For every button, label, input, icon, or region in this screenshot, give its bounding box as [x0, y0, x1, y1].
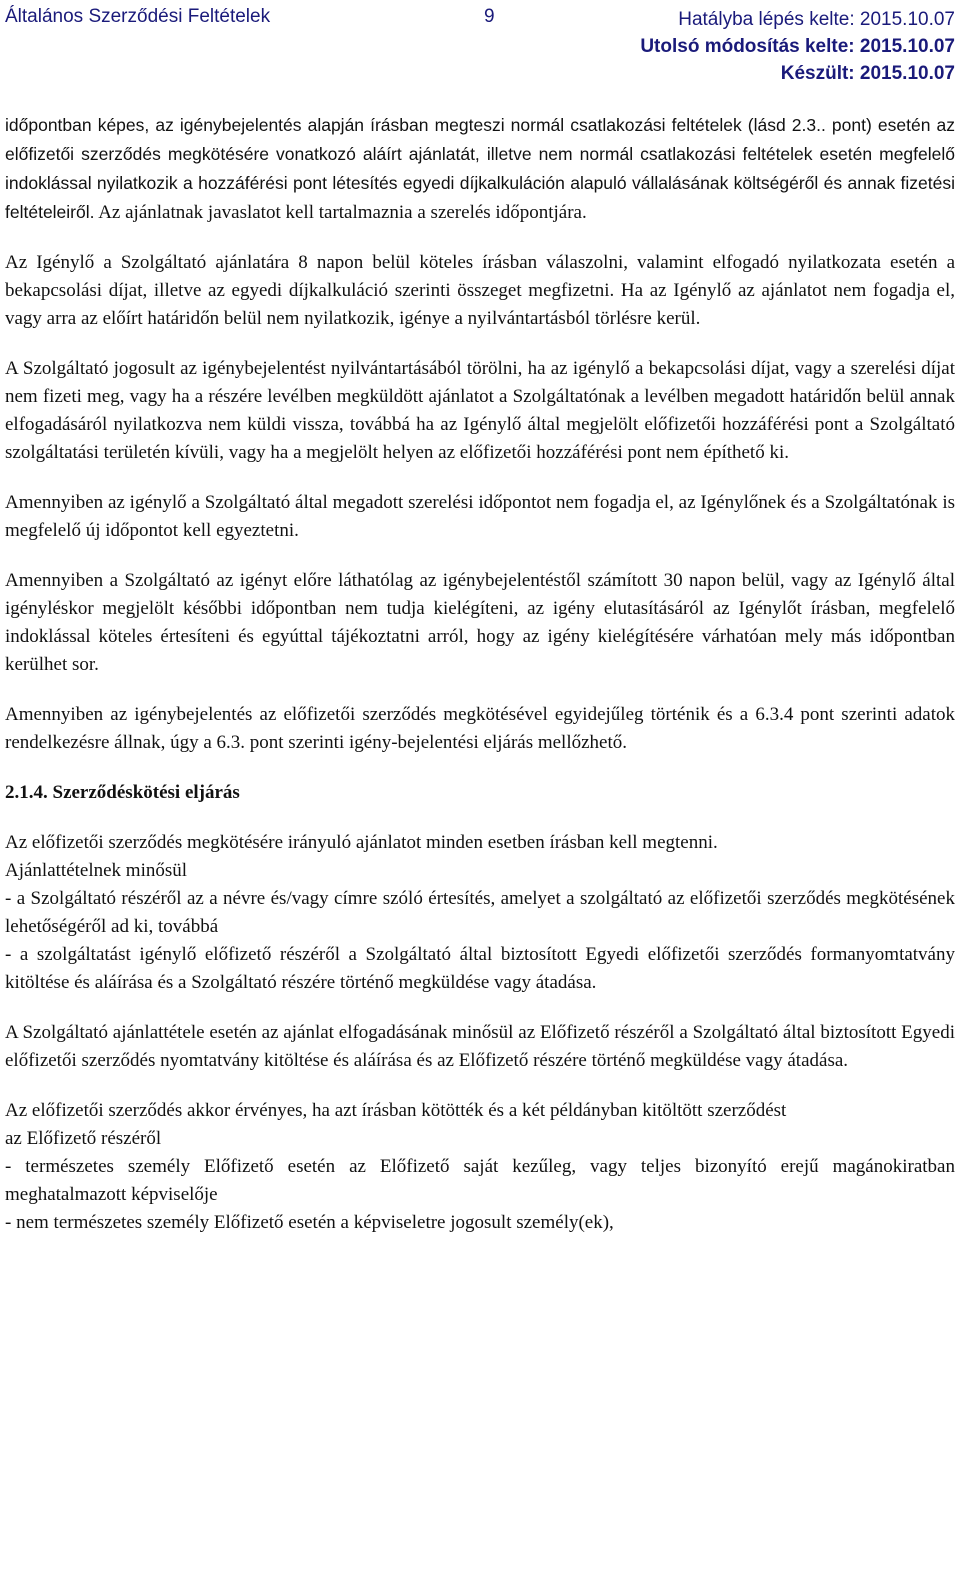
validity-line-2: az Előfizető részéről: [5, 1128, 162, 1149]
section-intro: Az előfizetői szerződés megkötésére irányuló ajánlatot minden esetben írásban kell megtenni.: [5, 832, 718, 853]
paragraph-new-appointment: Amennyiben az igénylő a Szolgáltató által megadott szerelési időpontot nem fogadja el, az Igénylőnek és a Szolgáltatónak is megfelelő új időpontot kell egyeztetni.: [5, 492, 955, 541]
validity-line-1: Az előfizetői szerződés akkor érvényes, ha azt írásban kötötték és a két példányban kitöltött szerződést: [5, 1100, 787, 1121]
paragraph-deletion-rights: A Szolgáltató jogosult az igénybejelentést nyilvántartásából törölni, ha az igénylő a bekapcsolási díjat, vagy a szerelési díjat nem fizeti meg, vagy ha a részére levélben megküldött ajánlatot a Szolgáltatónak a levélben megadott határidőn belül annak elfogadásáról nyilatkozva nem küldi vissza, továbbá ha az Igénylő által megjelölt előfizetői hozzáférési pont a Szolgáltató szolgáltatási területén kívüli, vagy ha a megjelölt helyen az előfizetői hozzáférési pont nem építhető ki.: [5, 358, 955, 463]
contract-validity-group: [5, 1097, 955, 1237]
header-effective-date: Hatályba lépés kelte: 2015.10.07: [678, 9, 955, 30]
section-heading: 2.1.4. Szerződéskötési eljárás: [5, 782, 240, 803]
paragraph-simultaneous-request: Amennyiben az igénybejelentés az előfizetői szerződés megkötésével egyidejűleg történik és a 6.3.4 pont szerinti adatok rendelkezésre állnak, úgy a 6.3. pont szerinti igény-bejelentési eljárás mellőzhető.: [5, 704, 955, 753]
paragraph-offer-timing: [5, 111, 955, 227]
header-page-number: 9: [484, 6, 495, 27]
paragraph-offer-acceptance: A Szolgáltató ajánlattétele esetén az ajánlat elfogadásának minősül az Előfizető részéről a Szolgáltató által biztosított Egyedi előfizetői szerződés nyomtatvány kitöltése és aláírása és az Előfizető részére történő megküldése vagy átadása.: [5, 1022, 955, 1071]
page-header: [5, 0, 955, 92]
offer-definition-group: [5, 829, 955, 997]
header-dates: [640, 6, 955, 87]
header-last-modified: Utolsó módosítás kelte: 2015.10.07: [640, 36, 955, 57]
paragraph-rejection-notice: Amennyiben a Szolgáltató az igényt előre láthatólag az igénybejelentéstől számított 30 napon belül, vagy az Igénylő által igényléskor megjelölt későbbi időpontban nem tudja kielégíteni, az igény elutasításáról az Igénylőt írásban, megfelelő indoklással köteles értesíteni és egyúttal tájékoztatni arról, hogy az igény kielégítésére várhatóan mely más időpontban kerülhet sor.: [5, 570, 955, 675]
header-created: Készült: 2015.10.07: [780, 63, 955, 84]
paragraph-response-deadline: Az Igénylő a Szolgáltató ajánlatára 8 napon belül köteles írásban válaszolni, valamint elfogadó nyilatkozata esetén a bekapcsolási díjat, illetve az egyedi díjkalkuláció szerinti összeget megfizetni. Ha az Igénylő az ajánlatot nem fogadja el, vagy arra az előírt határidőn belül nem nyilatkozik, igénye a nyilvántartásból törlésre kerül.: [5, 252, 955, 329]
document-body: [5, 111, 955, 1237]
paragraph-offer-timing-serif: Az ajánlatnak javaslatot kell tartalmaznia a szerelés időpontjára.: [98, 202, 587, 223]
document-page: [5, 0, 955, 1233]
header-title: Általános Szerződési Feltételek: [5, 6, 271, 27]
offer-item-subscriber: - a szolgáltatást igénylő előfizető részéről a Szolgáltató által biztosított Egyedi előfizetői szerződés formanyomtatvány kitöltése és aláírása és a Szolgáltató részére történő megküldése vagy átadása.: [5, 944, 955, 993]
paragraph-offer-timing-sans: időpontban képes, az igénybejelentés alapján írásban megteszi normál csatlakozási feltételek (lásd 2.3.. pont) esetén az előfizetői szerződés megkötésére vonatkozó aláírt ajánlatát, illetve nem normál csatlakozási feltételek esetén megfelelő indoklással nyilatkozik a hozzáférési pont létesítés egyedi díjkalkuláción alapuló vállalásának költségéről és annak fizetési feltételeiről.: [5, 115, 955, 222]
offer-label: Ajánlattételnek minősül: [5, 860, 188, 881]
validity-line-4: - nem természetes személy Előfizető esetén a képviseletre jogosult személy(ek),: [5, 1212, 614, 1233]
validity-line-3: - természetes személy Előfizető esetén az Előfizető saját kezűleg, vagy teljes bizonyító erejű magánokiratban meghatalmazott képviselője: [5, 1156, 955, 1205]
offer-item-provider: - a Szolgáltató részéről az a névre és/vagy címre szóló értesítés, amelyet a szolgáltató az előfizetői szerződés megkötésének lehetőségéről ad ki, továbbá: [5, 888, 955, 937]
